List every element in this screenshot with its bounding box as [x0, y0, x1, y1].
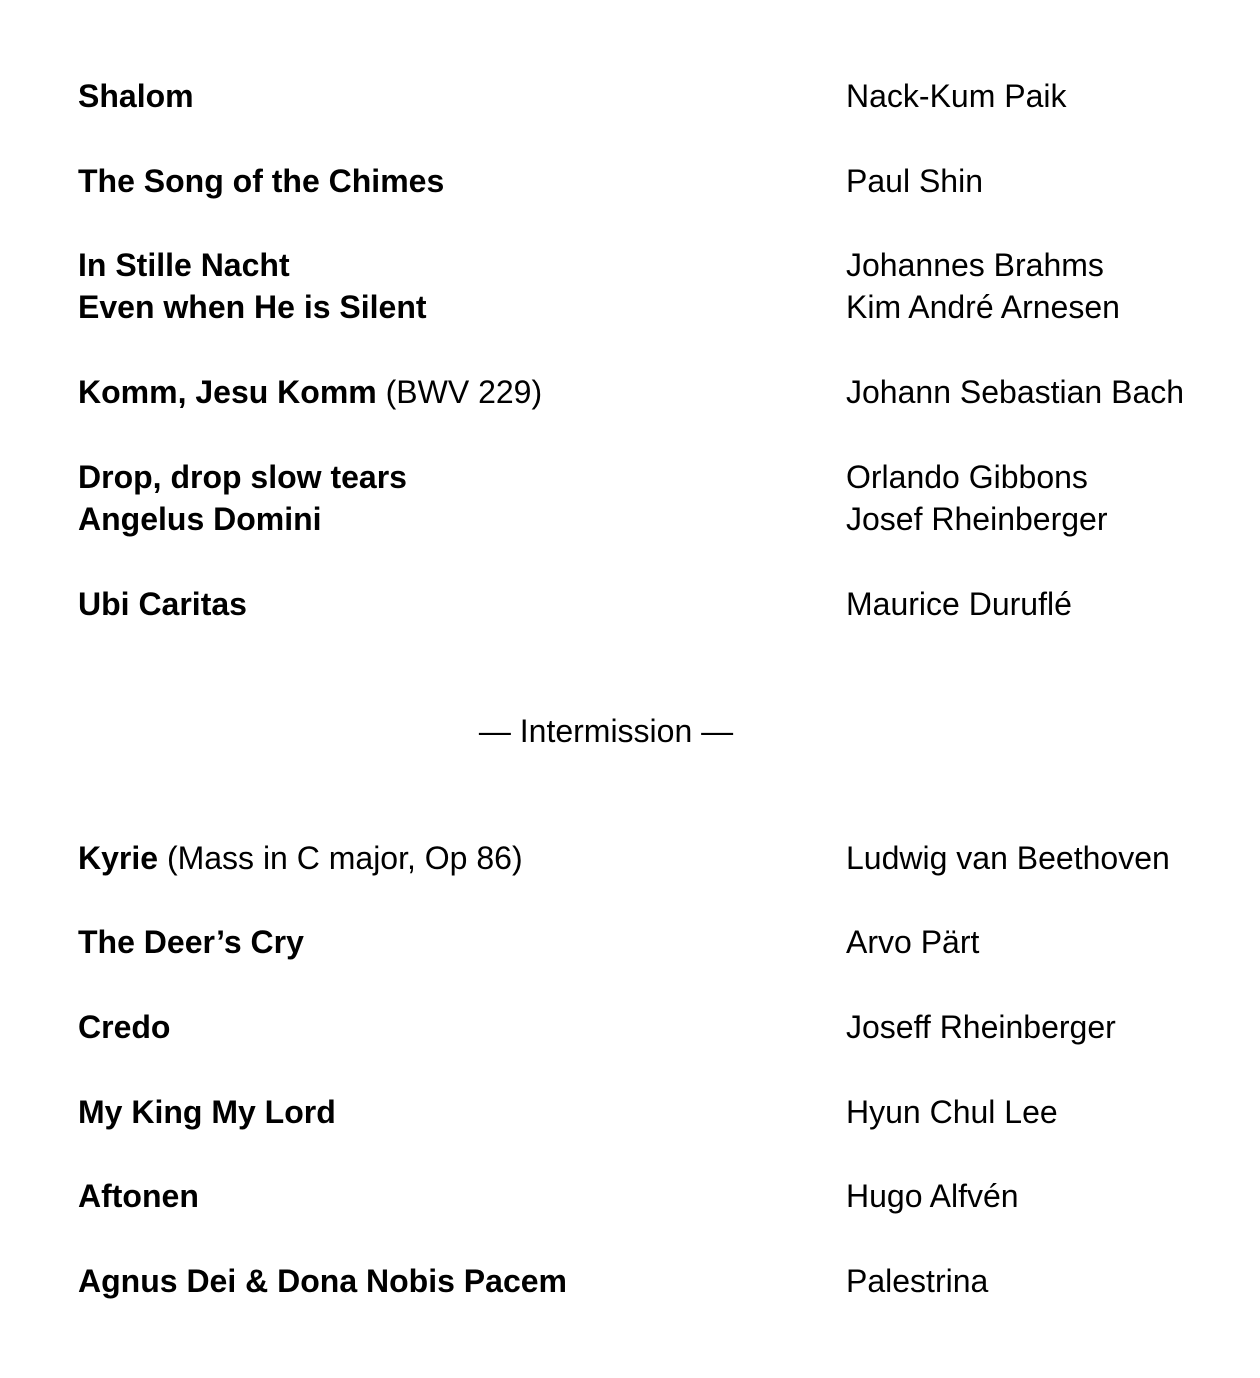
piece-title-cell	[78, 583, 247, 625]
composer-name: Paul Shin	[846, 163, 983, 199]
program-row	[78, 921, 1238, 963]
piece-title-cell	[78, 371, 542, 413]
piece-title: The Deer’s Cry	[78, 924, 304, 960]
composer-name: Hugo Alfvén	[846, 1178, 1019, 1214]
piece-title: Ubi Caritas	[78, 586, 247, 622]
piece-title-cell	[78, 1006, 170, 1048]
piece-title: Even when He is Silent	[78, 289, 427, 325]
composer-name: Johannes Brahms	[846, 247, 1104, 283]
piece-title: Agnus Dei & Dona Nobis Pacem	[78, 1263, 567, 1299]
piece-title: Angelus Domini	[78, 501, 322, 537]
program-row	[78, 1091, 1238, 1133]
piece-title-cell	[78, 921, 304, 963]
piece-title-cell	[78, 1091, 336, 1133]
piece-title-cell	[78, 1260, 567, 1302]
composer-name: Ludwig van Beethoven	[846, 840, 1170, 876]
piece-subtitle: (BWV 229)	[376, 374, 543, 410]
composer-name: Johann Sebastian Bach	[846, 374, 1185, 410]
program-row	[78, 1006, 1238, 1048]
composer-name: Palestrina	[846, 1263, 989, 1299]
composer-name: Orlando Gibbons	[846, 459, 1088, 495]
composer-name: Nack-Kum Paik	[846, 78, 1067, 114]
program-row	[78, 286, 1238, 328]
piece-title: Aftonen	[78, 1178, 199, 1214]
piece-subtitle: (Mass in C major, Op 86)	[158, 840, 523, 876]
program-row	[78, 1260, 1238, 1302]
program-row	[78, 456, 1238, 498]
composer-name: Joseff Rheinberger	[846, 1009, 1116, 1045]
composer-name: Maurice Duruflé	[846, 586, 1072, 622]
program-row	[78, 160, 1238, 202]
composer-name: Hyun Chul Lee	[846, 1094, 1058, 1130]
piece-title: Credo	[78, 1009, 171, 1045]
program-row	[78, 1175, 1238, 1217]
piece-title-cell	[78, 286, 427, 328]
program-row	[78, 498, 1238, 540]
program-row	[78, 371, 1238, 413]
intermission-divider: — Intermission —	[478, 713, 734, 749]
piece-title: The Song of the Chimes	[78, 163, 445, 199]
program-row	[78, 837, 1238, 879]
piece-title-cell	[78, 244, 290, 286]
piece-title-cell	[78, 498, 322, 540]
piece-title: Drop, drop slow tears	[78, 459, 407, 495]
piece-title-cell	[78, 837, 523, 879]
piece-title-cell	[78, 160, 444, 202]
program-row	[78, 75, 1238, 117]
program-row	[78, 244, 1238, 286]
piece-title: My King My Lord	[78, 1094, 336, 1130]
piece-title: Shalom	[78, 78, 194, 114]
program-row	[78, 583, 1238, 625]
composer-name: Kim André Arnesen	[846, 289, 1120, 325]
piece-title-cell	[78, 1175, 199, 1217]
composer-name: Josef Rheinberger	[846, 501, 1108, 537]
composer-name: Arvo Pärt	[846, 924, 980, 960]
piece-title-cell	[78, 456, 407, 498]
piece-title: In Stille Nacht	[78, 247, 290, 283]
piece-title: Kyrie	[78, 840, 159, 876]
piece-title-cell	[78, 75, 194, 117]
piece-title: Komm, Jesu Komm	[78, 374, 377, 410]
